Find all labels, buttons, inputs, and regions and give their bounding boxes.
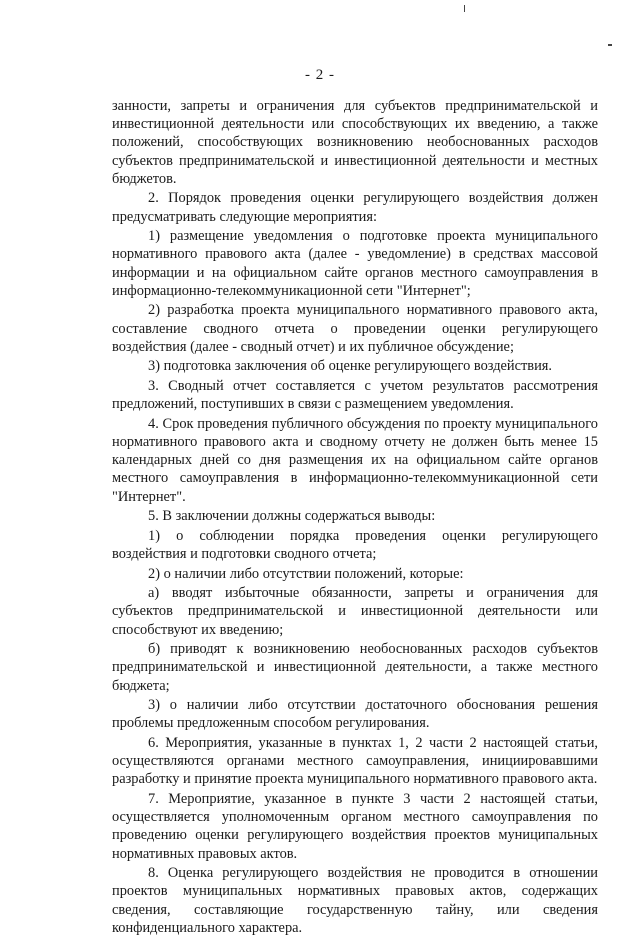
scan-artifact	[608, 44, 612, 46]
paragraph: 1) размещение уведомления о подготовке проекта муниципального нормативного правового акта (далее - уведомление) в средствах массовой информации и на официальном сайте органов местного самоуправления в информационно-телекоммуникационной сети "Интернет";	[112, 228, 598, 299]
paragraph: б) приводят к возникновению необоснованных расходов субъектов предпринимательской и инвестиционной деятельности, а также местного бюджета;	[112, 641, 598, 694]
paragraph: 4. Срок проведения публичного обсуждения по проекту муниципального нормативного правового акта и сводному отчету не должен быть менее 15 календарных дней со дня размещения их на официальном сайте органов местного самоуправления в информационно-телекоммуникационной сети "Интернет".	[112, 415, 598, 505]
document-body	[112, 97, 598, 938]
paragraph: 2) о наличии либо отсутствии положений, которые:	[148, 565, 464, 582]
paragraph: 7. Мероприятие, указанное в пункте 3 части 2 настоящей статьи, осуществляется уполномоченным органом местного самоуправления по проведению оценки регулирующего воздействия проектов муниципальных нормативных правовых актов.	[112, 790, 598, 862]
paragraph: а) вводят избыточные обязанности, запреты и ограничения для субъектов предпринимательской и инвестиционной деятельности или способствуют их введению;	[112, 585, 598, 638]
paragraph: 8. Оценка регулирующего воздействия не проводится в отношении проектов муниципальных нормативных правовых актов, содержащих сведения, составляющие государственную тайну, или сведения конфиденциального характера.	[112, 865, 598, 936]
scan-artifact	[464, 5, 465, 12]
paragraph: 1) о соблюдении порядка проведения оценки регулирующего воздействия и подготовки сводного отчета;	[112, 527, 598, 562]
paragraph: 2. Порядок проведения оценки регулирующего воздействия должен предусматривать следующие мероприятия:	[112, 190, 598, 225]
paragraph: 6. Мероприятия, указанные в пунктах 1, 2 части 2 настоящей статьи, осуществляются органами местного самоуправления, инициировавшими разработку и принятие проекта муниципального нормативного правового акта.	[112, 734, 598, 788]
paragraph: 5. В заключении должны содержаться выводы:	[148, 508, 436, 525]
paragraph: 3) подготовка заключения об оценке регулирующего воздействия.	[148, 358, 552, 375]
paragraph: 3) о наличии либо отсутствии достаточного обоснования решения проблемы предложенным способом регулирования.	[112, 697, 598, 732]
paragraph: 2) разработка проекта муниципального нормативного правового акта, составление сводного отчета о проведении оценки регулирующего воздействия (далее - сводный отчет) и их публичное обсуждение;	[112, 302, 598, 355]
paragraph: 3. Сводный отчет составляется с учетом результатов рассмотрения предложений, поступивших в связи с размещением уведомления.	[112, 378, 598, 413]
paragraph: занности, запреты и ограничения для субъектов предпринимательской и инвестиционной деятельности или способствующих их введению, а также положений, способствующих возникновению необоснованных расходов субъектов предпринимательской и инвестиционной деятельности и местных бюджетов.	[112, 98, 598, 187]
page-number: - 2 -	[305, 67, 335, 83]
